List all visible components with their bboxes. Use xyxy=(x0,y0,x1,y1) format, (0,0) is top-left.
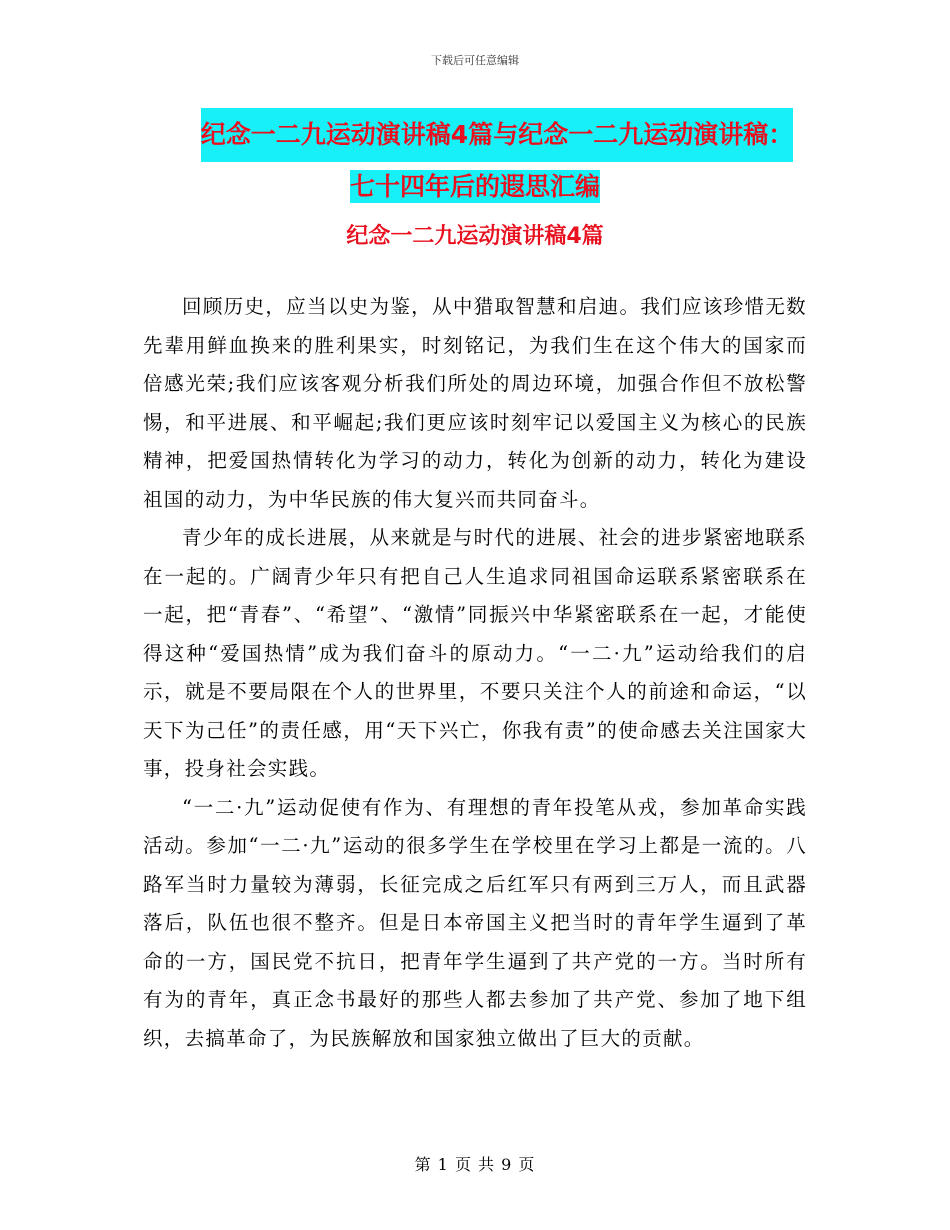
paragraph: “一二·九”运动促使有作为、有理想的青年投笔从戎，参加革命实践活动。参加“一二·九”运动的很多学生在学校里在学习上都是一流的。八路军当时力量较为薄弱，长征完成之后红军只有两到三万人，而且武器落后，队伍也很不整齐。但是日本帝国主义把当时的青年学生逼到了革命的一方，国民党不抗日，把青年学生逼到了共产党的一方。当时所有有为的青年，真正念书最好的那些人都去参加了共产党、参加了地下组织，去搞革命了，为民族解放和国家独立做出了巨大的贡献。 xyxy=(143,795,807,1050)
body-text xyxy=(143,288,807,1058)
paragraph: 青少年的成长进展，从来就是与时代的进展、社会的进步紧密地联系在一起的。广阔青少年只有把自己人生追求同祖国命运联系紧密联系在一起，把“青春”、“希望”、“激情”同振兴中华紧密联系在一起，才能使得这种“爱国热情”成为我们奋斗的原动力。“一二·九”运动给我们的启示，就是不要局限在个人的世界里，不要只关注个人的前途和命运，“以天下为己任”的责任感，用“天下兴亡，你我有责”的使命感去关注国家大事，投身社会实践。 xyxy=(143,526,807,780)
document-title xyxy=(0,108,950,212)
page-header-note: 下载后可任意编辑 xyxy=(431,54,519,67)
section-heading: 纪念一二九运动演讲稿4篇 xyxy=(346,224,604,249)
title-line-2: 七十四年后的遐思汇编 xyxy=(349,172,600,201)
paragraph: 回顾历史，应当以史为鉴，从中猎取智慧和启迪。我们应该珍惜无数先辈用鲜血换来的胜利果实，时刻铭记，为我们生在这个伟大的国家而倍感光荣;我们应该客观分析我们所处的周边环境，加强合作但不放松警惕，和平进展、和平崛起;我们更应该时刻牢记以爱国主义为核心的民族精神，把爱国热情转化为学习的动力，转化为创新的动力，转化为建设祖国的动力，为中华民族的伟大复兴而共同奋斗。 xyxy=(143,295,807,511)
page-number-footer: 第 1 页 共 9 页 xyxy=(414,1155,536,1174)
title-line-1: 纪念一二九运动演讲稿4篇与纪念一二九运动演讲稿： xyxy=(201,108,793,162)
